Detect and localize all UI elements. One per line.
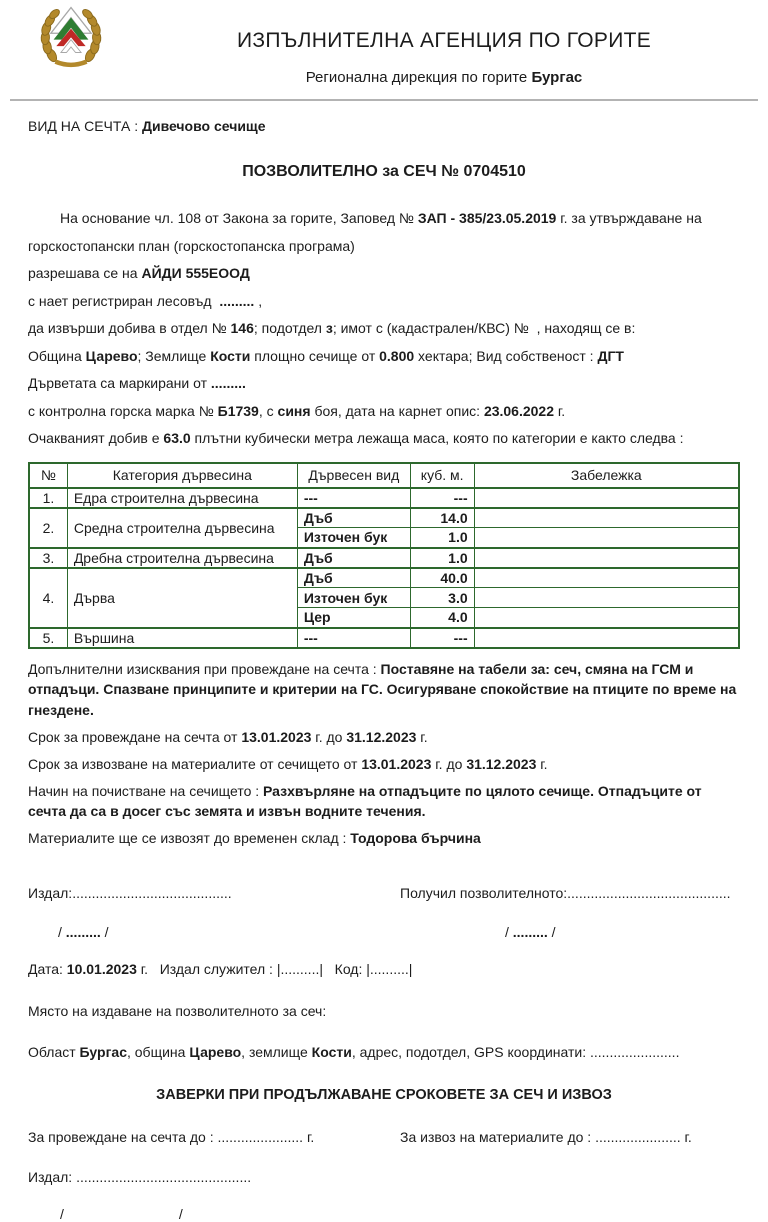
requirements-section [28,659,740,849]
table-header-row [29,463,739,488]
table-row [29,508,739,528]
header-volume: куб. м. [410,463,474,488]
receiver-name-placeholder: / ......... / [505,923,556,940]
cell-note [474,568,739,588]
date-line: Дата: 10.01.2023 г. Издал служител : |..........| Код: |..........| [28,960,413,977]
cell-volume: --- [410,628,474,648]
cell-num: 3. [29,548,67,568]
paragraph-legal-basis: На основание чл. 108 от Закона за горите, Заповед № ЗАП - 385/23.05.2019 г. за утвърждаване на горскостопански план (горскостопанска програма) [28,210,706,254]
paragraph-marked-by: Дърветата са маркирани от ......... [28,375,246,391]
document-header [28,0,740,86]
header-text [148,28,740,86]
table-row [29,568,739,588]
directorate-subtitle: Регионална дирекция по горите Бургас [305,69,583,86]
forestry-agency-emblem-icon [38,0,104,72]
table-row [29,628,739,648]
header-species: Дървесен вид [297,463,410,488]
cell-note [474,628,739,648]
extension-cutting-line: За провеждане на сечта до : ...................... г. [28,1128,315,1145]
receiver-signature-line: Получил позволителното:.......................................... [400,884,731,901]
permit-title: ПОЗВОЛИТЕЛНО за СЕЧ № 0704510 [242,163,526,180]
cell-category: Дребна строителна дървесина [67,548,297,568]
receiver-column [400,885,740,940]
issuer-signature-line: Издал:......................................... [28,884,232,901]
cell-species: Дъб [297,548,410,568]
paragraph-cleanup-method: Начин на почистване на сечището : Разхвърляне на отпадъците по цялото сечище. Отпадъците от сечта да са в досег със земята и извън водните течения. [28,782,706,819]
table-row [29,548,739,568]
extensions-title: ЗАВЕРКИ ПРИ ПРОДЪЛЖАВАНЕ СРОКОВЕТЕ ЗА СЕЧ И ИЗВОЗ [156,1086,612,1103]
cut-type-line: ВИД НА СЕЧТА : Дивечово сечище [28,118,266,134]
extension-hauling-line: За извоз на материалите до : ...................... г. [400,1128,692,1145]
cell-category: Средна строителна дървесина [67,508,297,548]
extension-issuer-line: Издал: ............................................. [28,1168,252,1185]
paragraph-permitted-to: разрешава се на АЙДИ 555ЕООД [28,265,250,281]
paragraph-hauling-period: Срок за извозване на материалите от сечището от 13.01.2023 г. до 31.12.2023 г. [28,755,548,772]
paragraph-temporary-depot: Материалите ще се извозят до временен склад : Тодорова бърчина [28,830,481,846]
header-divider [10,99,758,101]
cell-note [474,488,739,508]
header-category: Категория дървесина [67,463,297,488]
issue-place-label: Място на издаване на позволителното за сеч: [28,1002,327,1019]
cell-category: Едра строителна дървесина [67,488,297,508]
cell-num: 5. [29,628,67,648]
cell-note [474,528,739,548]
cell-volume: 40.0 [410,568,474,588]
cell-note [474,548,739,568]
paragraph-expected-yield: Очакваният добив е 63.0 плътни кубически метра лежаща маса, която по категории е както следва : [28,430,684,446]
cell-num: 4. [29,568,67,628]
cell-species: --- [297,628,410,648]
paragraph-cutting-period: Срок за провеждане на сечта от 13.01.2023 г. до 31.12.2023 г. [28,728,428,745]
issue-place-line: Област Бургас, община Царево, землище Кости, адрес, подотдел, GPS координати: ....................... [28,1043,680,1060]
cell-species: Източен бук [297,528,410,548]
cell-volume: 3.0 [410,588,474,608]
cell-category: Вършина [67,628,297,648]
slash-left: / [60,1205,64,1222]
table-row [29,488,739,508]
cell-volume: --- [410,488,474,508]
header-note: Забележка [474,463,739,488]
paragraph-compartment: да извърши добива в отдел № 146; подотдел з; имот с (кадастрален/КВС) № , находящ се в: [28,320,636,336]
issuer-name-placeholder: / ......... / [58,923,109,940]
agency-title: ИЗПЪЛНИТЕЛНА АГЕНЦИЯ ПО ГОРИТЕ [236,29,652,52]
paragraph-forester: с нает регистриран лесовъд ......... , [28,292,263,309]
cell-volume: 1.0 [410,548,474,568]
cell-volume: 1.0 [410,528,474,548]
paragraph-control-mark: с контролна горска марка № Б1739, с синя боя, дата на карнет опис: 23.06.2022 г. [28,402,566,419]
cell-note [474,588,739,608]
cell-note [474,608,739,628]
paragraph-additional-requirements: Допълнителни изисквания при провеждане на сечта : Поставяне на табели за: сеч, смяна на ГСМ и отпадъци. Спазване принципите и критерии на ГС. Осигуряване спокойствие на птиците по време на гнездене. [28,660,741,718]
cell-species: --- [297,488,410,508]
cell-species: Източен бук [297,588,410,608]
cell-species: Дъб [297,508,410,528]
extension-name-placeholder [28,1206,740,1222]
cell-category: Дърва [67,568,297,628]
cell-volume: 14.0 [410,508,474,528]
cell-num: 1. [29,488,67,508]
cell-volume: 4.0 [410,608,474,628]
cell-num: 2. [29,508,67,548]
signature-block [28,885,740,940]
paragraph-municipality: Община Царево; Землище Кости площно сечище от 0.800 хектара; Вид собственост : ДГТ [28,347,624,364]
extensions-row [28,1129,740,1145]
issuer-column [28,885,400,940]
cell-species: Цер [297,608,410,628]
header-number: № [29,463,67,488]
cell-note [474,508,739,528]
slash-right: / [178,1205,183,1222]
timber-volumes-table [28,462,740,649]
cell-species: Дъб [297,568,410,588]
